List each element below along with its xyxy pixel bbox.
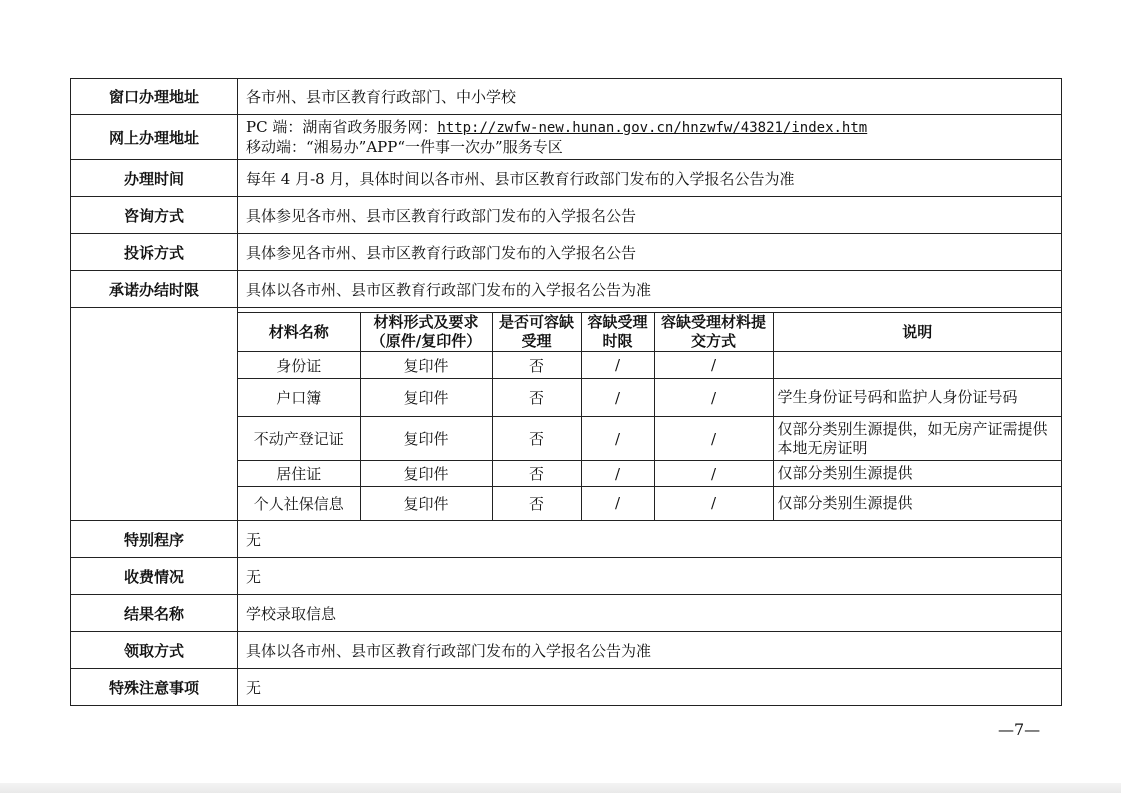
material-limit: / xyxy=(581,487,654,520)
header-cell: 容缺受理材料提交方式 xyxy=(654,313,773,352)
material-name: 居住证 xyxy=(238,461,360,487)
material-tolerance: 否 xyxy=(492,417,581,461)
row-value: 无 xyxy=(238,521,1062,558)
row-value: 具体参见各市州、县市区教育行政部门发布的入学报名公告 xyxy=(238,197,1062,234)
material-submit: / xyxy=(654,379,773,417)
material-note: 仅部分类别生源提供 xyxy=(773,461,1061,487)
row-value: 具体以各市州、县市区教育行政部门发布的入学报名公告为准 xyxy=(238,632,1062,669)
row-value: 无 xyxy=(238,669,1062,706)
header-cell: 容缺受理时限 xyxy=(581,313,654,352)
materials-table xyxy=(238,312,1061,520)
row-label: 结果名称 xyxy=(71,595,238,632)
material-note: 仅部分类别生源提供 xyxy=(773,487,1061,520)
row-label: 网上办理地址 xyxy=(71,115,238,160)
material-submit: / xyxy=(654,461,773,487)
table-row xyxy=(71,595,1062,632)
material-submit: / xyxy=(654,352,773,379)
materials-cell xyxy=(238,308,1062,521)
service-info-table xyxy=(70,78,1062,706)
table-row xyxy=(71,558,1062,595)
material-name: 身份证 xyxy=(238,352,360,379)
table-row xyxy=(71,234,1062,271)
material-row xyxy=(238,352,1061,379)
row-value: 各市州、县市区教育行政部门、中小学校 xyxy=(238,79,1062,115)
row-label: 窗口办理地址 xyxy=(71,79,238,115)
materials-label-cell xyxy=(71,308,238,521)
row-value: 学校录取信息 xyxy=(238,595,1062,632)
material-note: 学生身份证号码和监护人身份证号码 xyxy=(773,379,1061,417)
mobile-line: 移动端：“湘易办”APP“一件事一次办”服务专区 xyxy=(246,137,563,156)
table-row xyxy=(71,115,1062,160)
material-name: 户口簿 xyxy=(238,379,360,417)
material-form: 复印件 xyxy=(360,487,492,520)
material-limit: / xyxy=(581,461,654,487)
table-row xyxy=(71,160,1062,197)
material-submit: / xyxy=(654,417,773,461)
header-cell: 材料名称 xyxy=(238,313,360,352)
row-label: 咨询方式 xyxy=(71,197,238,234)
row-label: 投诉方式 xyxy=(71,234,238,271)
online-address xyxy=(238,115,1062,160)
material-form: 复印件 xyxy=(360,352,492,379)
row-label: 领取方式 xyxy=(71,632,238,669)
pc-line xyxy=(246,118,1053,138)
row-label: 办理时间 xyxy=(71,160,238,197)
row-value: 具体参见各市州、县市区教育行政部门发布的入学报名公告 xyxy=(238,234,1062,271)
table-row xyxy=(71,669,1062,706)
materials-header-row xyxy=(238,313,1061,352)
material-row xyxy=(238,379,1061,417)
material-form: 复印件 xyxy=(360,379,492,417)
table-row xyxy=(71,632,1062,669)
table-row xyxy=(71,79,1062,115)
material-name: 不动产登记证 xyxy=(238,417,360,461)
material-form: 复印件 xyxy=(360,461,492,487)
row-label: 特别程序 xyxy=(71,521,238,558)
material-name: 个人社保信息 xyxy=(238,487,360,520)
header-cell: 材料形式及要求（原件/复印件） xyxy=(360,313,492,352)
header-cell: 是否可容缺受理 xyxy=(492,313,581,352)
material-row xyxy=(238,461,1061,487)
table-row xyxy=(71,197,1062,234)
row-value: 无 xyxy=(238,558,1062,595)
row-label: 承诺办结时限 xyxy=(71,271,238,308)
material-tolerance: 否 xyxy=(492,352,581,379)
material-row xyxy=(238,417,1061,461)
material-tolerance: 否 xyxy=(492,379,581,417)
material-limit: / xyxy=(581,379,654,417)
material-tolerance: 否 xyxy=(492,487,581,520)
page-bottom-edge xyxy=(0,783,1121,793)
material-note xyxy=(773,352,1061,379)
material-limit: / xyxy=(581,352,654,379)
materials-row xyxy=(71,308,1062,521)
page-number: —7— xyxy=(998,720,1041,739)
pc-url-link[interactable]: http://zwfw-new.hunan.gov.cn/hnzwfw/43821/index.htm xyxy=(437,119,868,136)
row-value: 具体以各市州、县市区教育行政部门发布的入学报名公告为准 xyxy=(238,271,1062,308)
material-tolerance: 否 xyxy=(492,461,581,487)
material-form: 复印件 xyxy=(360,417,492,461)
row-value: 每年 4 月-8 月，具体时间以各市州、县市区教育行政部门发布的入学报名公告为准 xyxy=(238,160,1062,197)
material-note: 仅部分类别生源提供，如无房产证需提供本地无房证明 xyxy=(773,417,1061,461)
table-row xyxy=(71,521,1062,558)
row-label: 特殊注意事项 xyxy=(71,669,238,706)
material-submit: / xyxy=(654,487,773,520)
material-limit: / xyxy=(581,417,654,461)
header-cell: 说明 xyxy=(773,313,1061,352)
row-label: 收费情况 xyxy=(71,558,238,595)
pc-label: PC 端：湖南省政务服务网： xyxy=(246,117,438,136)
material-row xyxy=(238,487,1061,520)
table-row xyxy=(71,271,1062,308)
